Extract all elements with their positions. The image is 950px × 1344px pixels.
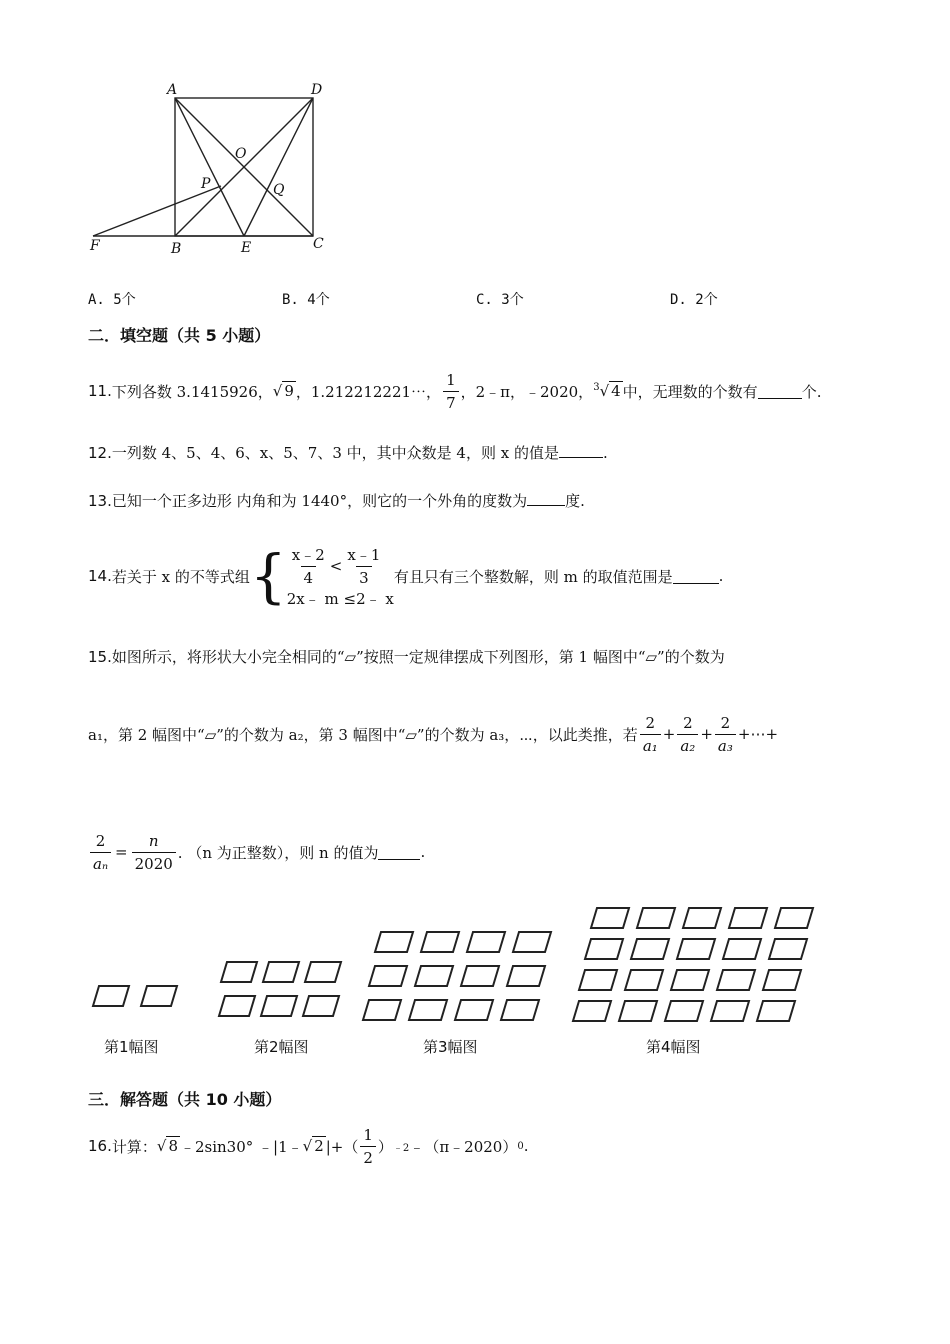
parallelogram-shape: [671, 970, 709, 990]
parallelogram-shape: [683, 908, 721, 928]
line-fp: [93, 186, 221, 236]
parallelogram-shape: [665, 1001, 703, 1021]
parallelogram-shape: [775, 908, 813, 928]
parallelogram-shape: [769, 939, 807, 959]
parallelogram-shape: [507, 966, 545, 986]
caption-figure-4: 第4幅图: [646, 1038, 701, 1056]
answer-blank[interactable]: [559, 443, 603, 458]
label-o: O: [235, 146, 247, 162]
question-14: 14. 若关于 x 的不等式组 { $\frac{x﹣2}{4}$ < $\frac{x﹣1}{3}$ 2x﹣ m ≤2﹣ x 有且只有三个整数解，则 m 的取值范围是 .: [88, 542, 724, 610]
parallelogram-shape: [221, 962, 257, 982]
parallelogram-shape: [513, 932, 551, 952]
answer-blank[interactable]: [758, 384, 802, 399]
question-15-line2: a₁，第 2 幅图中“▱”的个数为 a₂，第 3 幅图中“▱”的个数为 a₃，⋯，以此类推，若 $\frac{2}{\text{a₁}}$ + $\frac{2}{\text{a₂}}$ + $\frac{2}{\text{a₃}}$ +⋯+: [88, 713, 779, 755]
parallelogram-shape: [141, 986, 177, 1006]
parallelogram-shape: [757, 1001, 795, 1021]
parallelogram-shape: [711, 1001, 749, 1021]
parallelogram-shape: [421, 932, 459, 952]
option-a[interactable]: A. 5个: [88, 292, 136, 308]
caption-figure-2: 第2幅图: [254, 1038, 309, 1056]
parallelogram-shape: [579, 970, 617, 990]
parallelogram-pattern-figure: [85, 900, 845, 1030]
option-d[interactable]: D. 2个: [670, 292, 718, 308]
question-15-line3: $\frac{2}{\text{aₙ}}$ = $\frac{n}{2020}$ . （n 为正整数），则 n 的值为 .: [88, 822, 425, 882]
parallelogram-shape: [263, 962, 299, 982]
parallelogram-shape: [501, 1000, 539, 1020]
question-11: 11. 下列各数 3.1415926， √ 9 ，1.212212221⋯， $\frac{1}{7}$ ，2﹣π，﹣2020， $^3$√ 4 中，无理数的个数有 个.: [88, 370, 822, 412]
parallelogram-shape: [461, 966, 499, 986]
parallelogram-shape: [619, 1001, 657, 1021]
label-a: A: [167, 82, 178, 98]
question-16: 16. 计算： √ 8 ﹣2sin30° ﹣|1﹣ √ 2 |+（ $\frac{1}{2}$ ） ﹣2 ﹣（π﹣2020） 0 .: [88, 1125, 529, 1167]
option-c[interactable]: C. 3个: [476, 292, 524, 308]
parallelogram-shape: [625, 970, 663, 990]
question-15-line1: 15.如图所示，将形状大小完全相同的“▱”按照一定规律摆成下列图形，第 1 幅图中“▱”的个数为: [88, 648, 725, 666]
caption-figure-1: 第1幅图: [104, 1038, 159, 1056]
parallelogram-shape: [631, 939, 669, 959]
label-f: F: [90, 238, 100, 254]
parallelogram-shape: [369, 966, 407, 986]
option-b[interactable]: B. 4个: [282, 292, 330, 308]
parallelogram-shape: [375, 932, 413, 952]
parallelogram-shape: [677, 939, 715, 959]
label-b: B: [171, 241, 182, 257]
label-d: D: [311, 82, 323, 98]
label-e: E: [241, 240, 252, 256]
parallelogram-shape: [219, 996, 255, 1016]
answer-blank[interactable]: [527, 491, 565, 506]
parallelogram-shape: [363, 1000, 401, 1020]
caption-figure-3: 第3幅图: [423, 1038, 478, 1056]
parallelogram-shape: [409, 1000, 447, 1020]
line-ae: [175, 98, 244, 236]
section-heading-fill-blank: 二．填空题（共 5 小题）: [88, 326, 271, 345]
parallelogram-shape: [415, 966, 453, 986]
parallelogram-shape: [763, 970, 801, 990]
parallelogram-shape: [467, 932, 505, 952]
answer-blank[interactable]: [673, 569, 719, 584]
parallelogram-shape: [303, 996, 339, 1016]
question-13: 13.已知一个正多边形 内角和为 1440°，则它的一个外角的度数为 度.: [88, 492, 585, 510]
label-p: P: [201, 176, 211, 192]
line-de: [244, 98, 313, 236]
parallelogram-shape: [723, 939, 761, 959]
parallelogram-shape: [305, 962, 341, 982]
label-c: C: [313, 236, 324, 252]
parallelogram-shape: [93, 986, 129, 1006]
parallelogram-shape: [717, 970, 755, 990]
parallelogram-shape: [261, 996, 297, 1016]
parallelogram-shape: [729, 908, 767, 928]
question-12: 12.一列数 4、5、4、6、x、5、7、3 中，其中众数是 4，则 x 的值是 .: [88, 444, 608, 462]
label-q: Q: [273, 182, 285, 198]
parallelogram-shape: [573, 1001, 611, 1021]
parallelogram-shape: [585, 939, 623, 959]
answer-blank[interactable]: [378, 845, 420, 860]
parallelogram-shape: [591, 908, 629, 928]
parallelogram-shape: [455, 1000, 493, 1020]
parallelogram-shape: [637, 908, 675, 928]
section-heading-solve: 三．解答题（共 10 小题）: [88, 1090, 282, 1109]
geometry-figure: [85, 78, 345, 263]
